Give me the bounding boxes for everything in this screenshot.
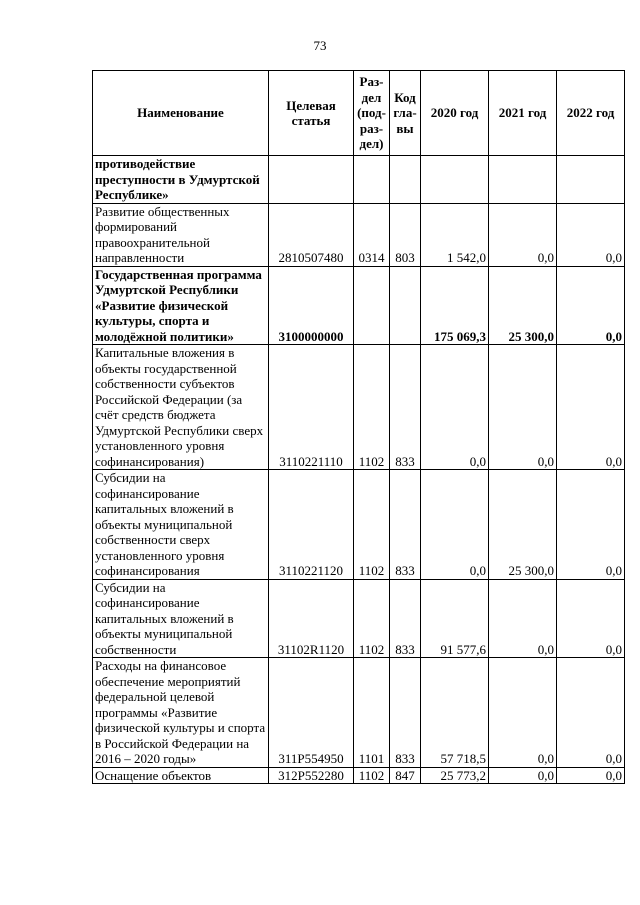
row-2022: 0,0 <box>557 345 625 470</box>
row-article: 2810507480 <box>269 203 354 266</box>
row-name: Государственная программа Удмуртской Республики «Развитие физической культуры, спорта и молодёжной политики» <box>93 266 269 345</box>
row-2021: 0,0 <box>489 579 557 658</box>
row-name: Капитальные вложения в объекты государственной собственности субъектов Российской Федерации (за счёт средств бюджета Удмуртской Республики сверх установленного уровня софинансирования) <box>93 345 269 470</box>
row-name: Расходы на финансовое обеспечение мероприятий федеральной целевой программы «Развитие физической культуры и спорта в Российской Федерации на 2016 – 2020 годы» <box>93 658 269 768</box>
row-section <box>354 156 390 204</box>
row-chapter: 833 <box>390 470 421 580</box>
row-2020: 0,0 <box>421 470 489 580</box>
table-row <box>93 203 625 266</box>
row-article: 31102R1120 <box>269 579 354 658</box>
row-2021: 0,0 <box>489 203 557 266</box>
row-2021: 0,0 <box>489 345 557 470</box>
table-row <box>93 658 625 768</box>
row-chapter: 833 <box>390 579 421 658</box>
row-2022: 0,0 <box>557 470 625 580</box>
row-chapter: 803 <box>390 203 421 266</box>
row-2020: 175 069,3 <box>421 266 489 345</box>
row-2022: 0,0 <box>557 266 625 345</box>
row-section: 0314 <box>354 203 390 266</box>
table-row <box>93 266 625 345</box>
row-2022 <box>557 156 625 204</box>
row-name: Развитие общественных формирований правоохранительной направленности <box>93 203 269 266</box>
row-2021: 0,0 <box>489 658 557 768</box>
row-2020: 0,0 <box>421 345 489 470</box>
row-name: противодействие преступности в Удмуртской Республике» <box>93 156 269 204</box>
table-row <box>93 470 625 580</box>
row-article: 3110221110 <box>269 345 354 470</box>
row-name: Оснащение объектов <box>93 767 269 784</box>
row-2020: 91 577,6 <box>421 579 489 658</box>
table-row <box>93 156 625 204</box>
row-name: Субсидии на софинансирование капитальных вложений в объекты муниципальной собственности <box>93 579 269 658</box>
row-chapter <box>390 156 421 204</box>
header-2021: 2021 год <box>489 71 557 156</box>
row-chapter: 847 <box>390 767 421 784</box>
header-section: Раз-дел (под-раз-дел) <box>354 71 390 156</box>
row-article: 3110221120 <box>269 470 354 580</box>
page-number: 73 <box>313 38 327 53</box>
header-name: Наименование <box>93 71 269 156</box>
table-row <box>93 345 625 470</box>
header-2022: 2022 год <box>557 71 625 156</box>
budget-table <box>92 70 625 784</box>
row-2021: 25 300,0 <box>489 470 557 580</box>
row-2022: 0,0 <box>557 767 625 784</box>
row-2022: 0,0 <box>557 658 625 768</box>
header-row <box>93 71 625 156</box>
row-chapter: 833 <box>390 345 421 470</box>
row-article: 311P554950 <box>269 658 354 768</box>
row-chapter: 833 <box>390 658 421 768</box>
row-section: 1102 <box>354 767 390 784</box>
row-chapter <box>390 266 421 345</box>
row-2020: 25 773,2 <box>421 767 489 784</box>
row-article: 3100000000 <box>269 266 354 345</box>
row-article <box>269 156 354 204</box>
row-section: 1101 <box>354 658 390 768</box>
row-2020 <box>421 156 489 204</box>
row-article: 312P552280 <box>269 767 354 784</box>
row-2022: 0,0 <box>557 203 625 266</box>
row-2020: 57 718,5 <box>421 658 489 768</box>
header-chapter: Код гла-вы <box>390 71 421 156</box>
table-row <box>93 579 625 658</box>
header-2020: 2020 год <box>421 71 489 156</box>
row-section: 1102 <box>354 579 390 658</box>
table-row <box>93 767 625 784</box>
header-article: Целевая статья <box>269 71 354 156</box>
row-2022: 0,0 <box>557 579 625 658</box>
row-section: 1102 <box>354 345 390 470</box>
row-section <box>354 266 390 345</box>
row-2021 <box>489 156 557 204</box>
row-2020: 1 542,0 <box>421 203 489 266</box>
row-2021: 25 300,0 <box>489 266 557 345</box>
row-name: Субсидии на софинансирование капитальных вложений в объекты муниципальной собственности сверх установленного уровня софинансирования <box>93 470 269 580</box>
row-section: 1102 <box>354 470 390 580</box>
row-2021: 0,0 <box>489 767 557 784</box>
